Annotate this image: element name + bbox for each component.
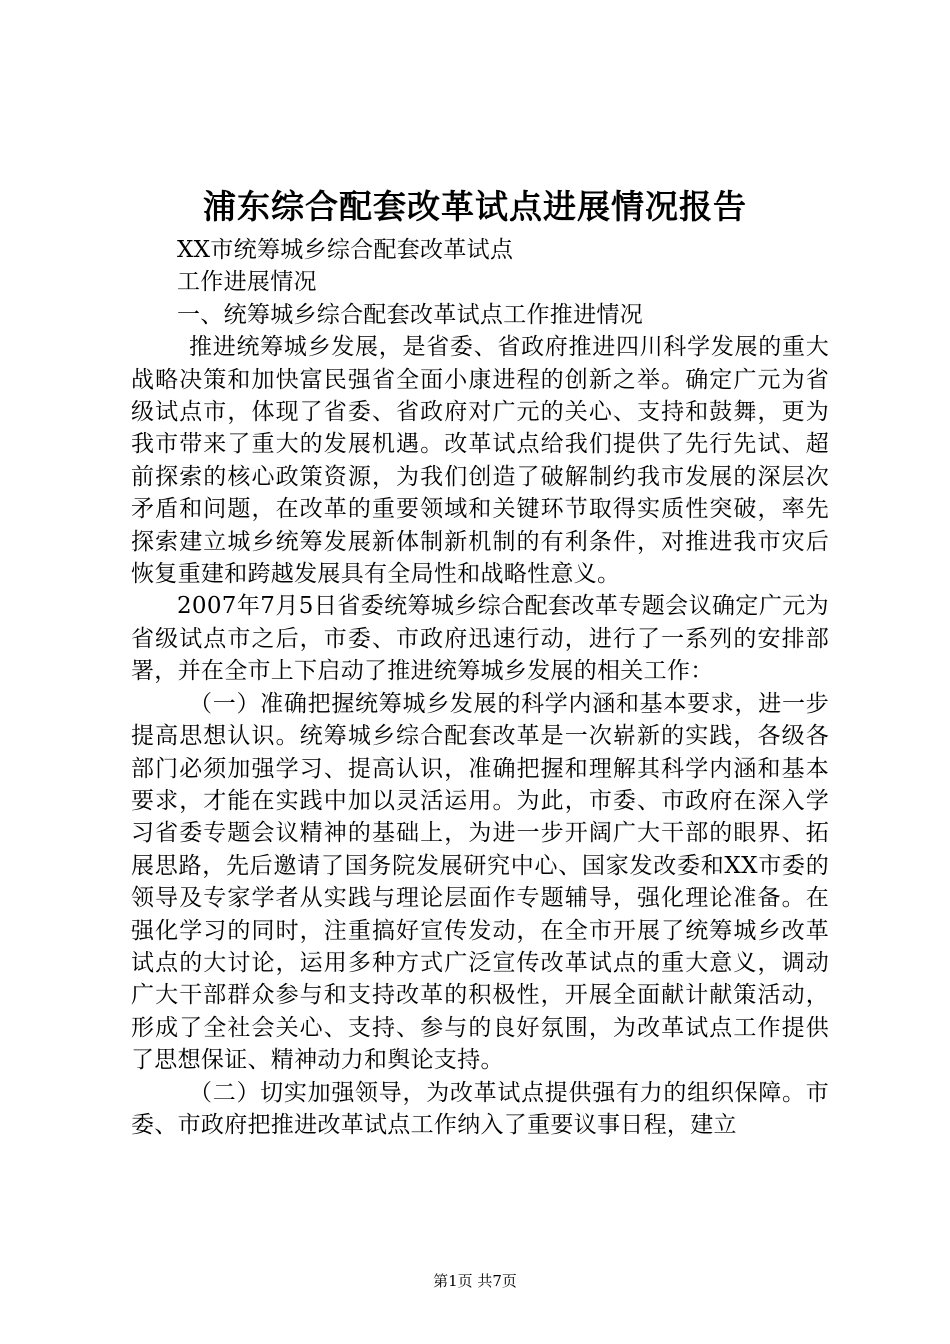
paragraph-2: 2007年7月5日省委统筹城乡综合配套改革专题会议确定广元为省级试点市之后，市委、市政府迅速行动，进行了一系列的安排部署，并在全市上下启动了推进统筹城乡发展的相关工作： bbox=[131, 593, 829, 685]
subtitle-line-1: XX市统筹城乡综合配套改革试点 bbox=[177, 237, 514, 263]
document-title: 浦东综合配套改革试点进展情况报告 bbox=[203, 187, 747, 226]
paragraph-4: （二）切实加强领导，为改革试点提供强有力的组织保障。市委、市政府把推进改革试点工作纳入了重要议事日程，建立 bbox=[131, 1079, 829, 1138]
paragraph-1: 推进统筹城乡发展，是省委、省政府推进四川科学发展的重大战略决策和加快富民强省全面小康进程的创新之举。确定广元为省级试点市，体现了省委、省政府对广元的关心、支持和鼓舞，更为我市带来了重大的发展机遇。改革试点给我们提供了先行先试、超前探索的核心政策资源，为我们创造了破解制约我市发展的深层次矛盾和问题，在改革的重要领域和关键环节取得实质性突破，率先探索建立城乡统筹发展新体制新机制的有利条件，对推进我市灾后恢复重建和跨越发展具有全局性和战略性意义。 bbox=[131, 334, 829, 588]
page-footer: 第1页 共7页 bbox=[433, 1272, 517, 1290]
subtitle-line-2: 工作进展情况 bbox=[177, 269, 317, 296]
paragraph-3: （一）准确把握统筹城乡发展的科学内涵和基本要求，进一步提高思想认识。统筹城乡综合配套改革是一次崭新的实践，各级各部门必须加强学习、提高认识，准确把握和理解其科学内涵和基本要求，才能在实践中加以灵活运用。为此，市委、市政府在深入学习省委专题会议精神的基础上，为进一步开阔广大干部的眼界、拓展思路，先后邀请了国务院发展研究中心、国家发改委和XX市委的领导及专家学者从实践与理论层面作专题辅导，强化理论准备。在强化学习的同时，注重搞好宣传发动，在全市开展了统筹城乡改革试点的大讨论，运用多种方式广泛宣传改革试点的重大意义，调动广大干部群众参与和支持改革的积极性，开展全面献计献策活动，形成了全社会关心、支持、参与的良好氛围，为改革试点工作提供了思想保证、精神动力和舆论支持。 bbox=[131, 690, 829, 1074]
section-heading: 一、统筹城乡综合配套改革试点工作推进情况 bbox=[177, 301, 643, 328]
document-body bbox=[131, 234, 829, 1141]
